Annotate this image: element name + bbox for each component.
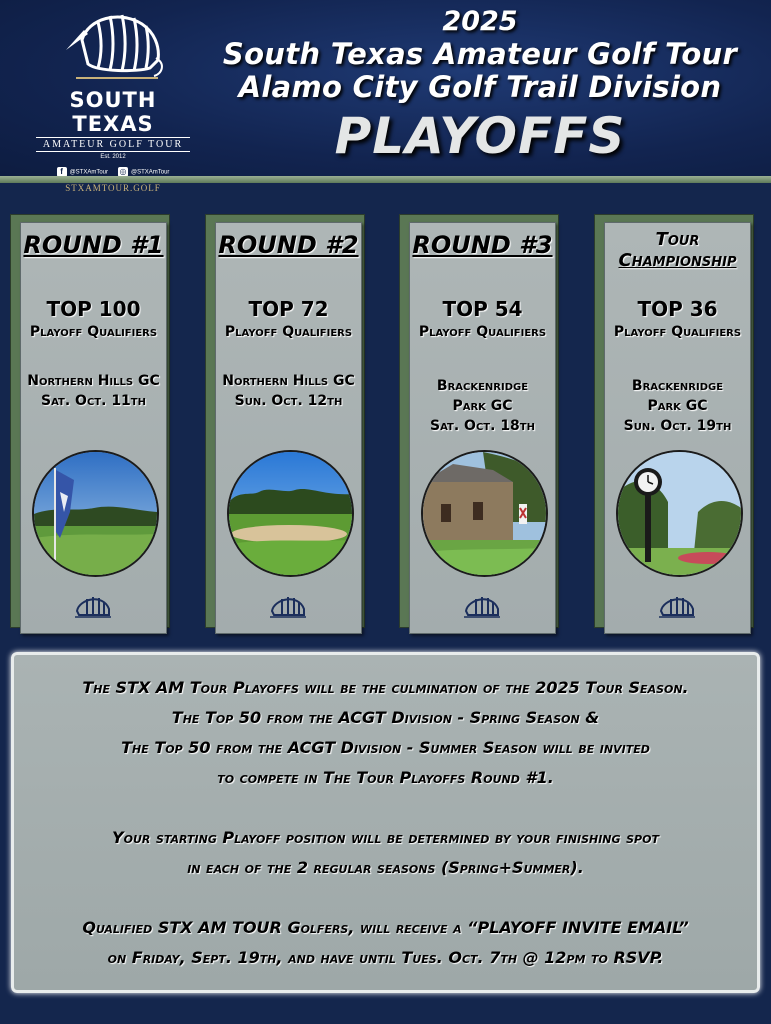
armadillo-icon (657, 591, 697, 621)
round-title-line: Tour (655, 229, 700, 250)
armadillo-icon (268, 591, 308, 621)
armadillo-icon (73, 591, 113, 621)
round-venue (410, 376, 555, 436)
round-top-count: TOP 36 (637, 297, 718, 321)
clock-post-photo (616, 450, 743, 577)
info-line: The Top 50 from the ACGT Division - Summer Season will be invited (121, 738, 650, 757)
tour-logo[interactable] (28, 8, 198, 193)
venue-date: Sun. Oct. 19th (623, 418, 732, 434)
round-title: ROUND #3 (412, 231, 553, 259)
title-division: Alamo City Golf Trail Division (238, 70, 722, 104)
header-banner (0, 0, 771, 193)
round-card-4 (604, 222, 751, 634)
venue-line: Northern Hills GC (27, 373, 160, 389)
round-card-2 (215, 222, 362, 634)
round-top-count: TOP 100 (46, 297, 141, 321)
round-title: ROUND #2 (218, 231, 359, 259)
round-title (605, 229, 750, 271)
venue-line: Brackenridge (436, 378, 529, 394)
round-qualifiers: Playoff Qualifiers (418, 324, 547, 340)
info-line: Your starting Playoff position will be determined by your finishing spot (112, 828, 659, 847)
round-venue (21, 371, 166, 411)
logo-subtitle: AMATEUR GOLF TOUR (36, 137, 190, 152)
header-divider (0, 176, 771, 183)
title-tour-name: South Texas Amateur Golf Tour (222, 37, 738, 71)
round-qualifiers: Playoff Qualifiers (29, 324, 158, 340)
title-year: 2025 (442, 6, 518, 37)
round-top-count: TOP 54 (442, 297, 523, 321)
round-card-1 (20, 222, 167, 634)
golf-flag-photo (32, 450, 159, 577)
logo-title: SOUTH TEXAS (69, 88, 157, 136)
instagram-icon: ◎ (119, 167, 127, 176)
info-line: in each of the 2 regular seasons (Spring+Summer). (187, 858, 584, 877)
info-panel (11, 652, 760, 993)
website-link[interactable]: STXAMTOUR.GOLF (65, 183, 161, 193)
round-title: ROUND #1 (23, 231, 164, 259)
clubhouse-photo (421, 450, 548, 577)
info-line: on Friday, Sept. 19th, and have until Tues. Oct. 7th @ 12pm to RSVP. (107, 948, 664, 967)
golf-green-bunker-photo (227, 450, 354, 577)
venue-line: Park GC (647, 398, 708, 414)
round-venue (216, 371, 361, 411)
round-qualifiers: Playoff Qualifiers (224, 324, 353, 340)
facebook-handle: @STXAmTour (69, 169, 108, 176)
venue-date: Sat. Oct. 18th (430, 418, 535, 434)
round-venue (605, 376, 750, 436)
spacer (14, 793, 757, 823)
round-qualifiers: Playoff Qualifiers (613, 324, 742, 340)
venue-date: Sat. Oct. 11th (41, 393, 146, 409)
facebook-icon: f (57, 167, 67, 177)
venue-line: Brackenridge (631, 378, 724, 394)
title-playoffs: PLAYOFFS (334, 107, 626, 165)
info-line: The Top 50 from the ACGT Division - Spring Season & (171, 708, 600, 727)
logo-est: Est. 2012 (100, 154, 126, 160)
armadillo-logo-icon (58, 8, 168, 86)
instagram-handle: @STXAmTour (131, 169, 170, 176)
info-line: The STX AM Tour Playoffs will be the culmination of the 2025 Tour Season. (82, 678, 689, 697)
venue-date: Sun. Oct. 12th (234, 393, 343, 409)
venue-line: Northern Hills GC (222, 373, 355, 389)
info-line: Qualified STX AM TOUR Golfers, will receive a “PLAYOFF INVITE EMAIL” (82, 918, 689, 937)
armadillo-icon (462, 591, 502, 621)
round-top-count: TOP 72 (248, 297, 329, 321)
info-line: to compete in The Tour Playoffs Round #1. (217, 768, 554, 787)
venue-line: Park GC (452, 398, 513, 414)
spacer (14, 883, 757, 913)
title-block (200, 6, 760, 166)
round-card-3 (409, 222, 556, 634)
round-title-line: Championship (618, 250, 737, 271)
